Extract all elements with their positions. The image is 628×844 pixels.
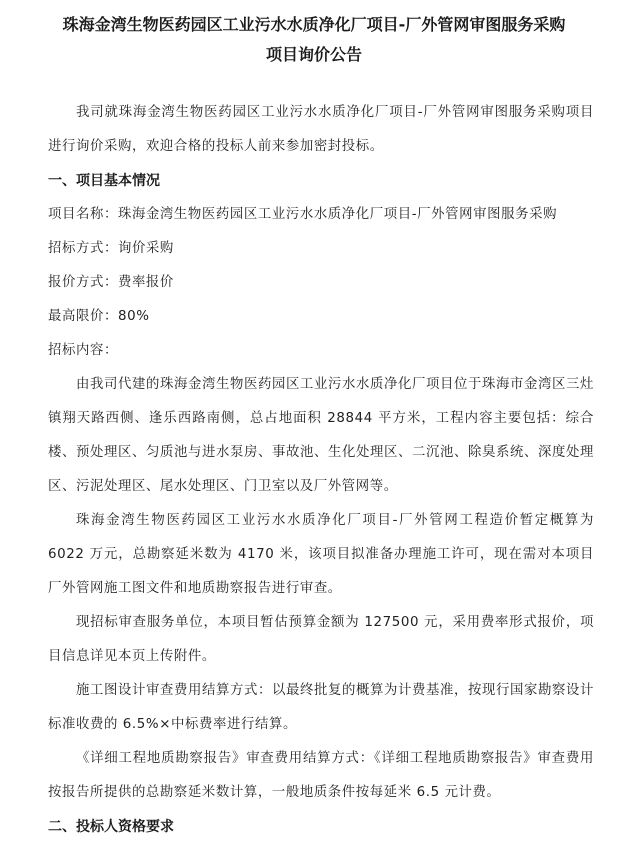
page-title [0,0,628,70]
page-title-line-1: 珠海金湾生物医药园区工业污水水质净化厂项目-厂外管网审图服务采购 [62,15,566,34]
quote-method-field: 报价方式：费率报价 [48,275,174,290]
service-bidding-paragraph: 现招标审查服务单位，本项目暂估预算金额为 127500 元，采用费率形式报价，项目信息详见本页上传附件。 [48,615,594,664]
design-review-fee-paragraph: 施工图设计审查费用结算方式：以最终批复的概算为计费基准，按现行国家勘察设计标准收费的 6.5%×中标费率进行结算。 [48,683,594,732]
max-limit-field: 最高限价：80% [48,309,150,324]
bid-method-field: 招标方式：询价采购 [48,241,174,256]
geology-review-fee-paragraph: 《详细工程地质勘察报告》审查费用结算方式：《详细工程地质勘察报告》审查费用按报告所提供的总勘察延米数计算，一般地质条件按每延米 6.5 元计费。 [48,751,594,800]
intro-paragraph: 我司就珠海金湾生物医药园区工业污水水质净化厂项目-厂外管网审图服务采购项目进行询价采购，欢迎合格的投标人前来参加密封投标。 [48,105,594,154]
project-budget-paragraph: 珠海金湾生物医药园区工业污水水质净化厂项目-厂外管网工程造价暂定概算为 6022 万元，总勘察延米数为 4170 米，该项目拟准备办理施工许可，现在需对本项目厂外管网施工图文件和地质勘察报告进行审查。 [48,513,594,596]
announcement-body [48,96,594,844]
section-heading-bidder-requirements: 二、投标人资格要求 [48,819,174,835]
bid-content-label: 招标内容： [48,343,118,358]
section-heading-basic-info: 一、项目基本情况 [48,173,160,189]
project-name-field: 项目名称：珠海金湾生物医药园区工业污水水质净化厂项目-厂外管网审图服务采购 [48,207,558,222]
project-location-paragraph: 由我司代建的珠海金湾生物医药园区工业污水水质净化厂项目位于珠海市金湾区三灶镇翔天路西侧、逢乐西路南侧，总占地面积 28844 平方米，工程内容主要包括：综合楼、预处理区、匀质池与进水泵房、事故池、生化处理区、二沉池、除臭系统、深度处理区、污泥处理区、尾水处理区、门卫室以及厂外管网等。 [48,377,594,494]
page-title-line-2: 项目询价公告 [265,45,362,64]
